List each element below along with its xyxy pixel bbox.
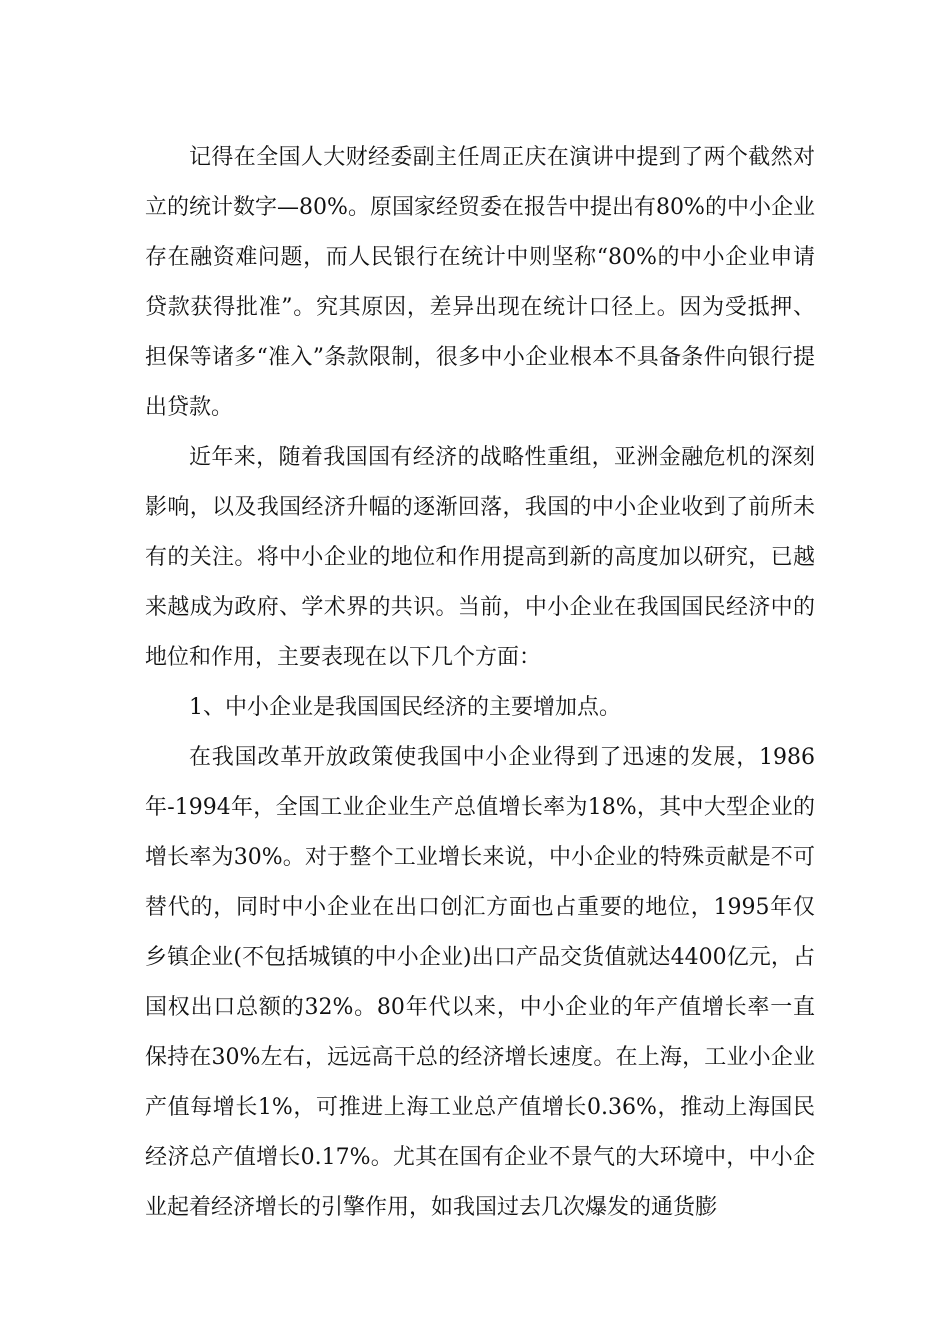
paragraph-sme-attention: 近年来，随着我国国有经济的战略性重组，亚洲金融危机的深刻影响，以及我国经济升幅的逐渐回落，我国的中小企业收到了前所未有的关注。将中小企业的地位和作用提高到新的高度加以研究，已越来越成为政府、学术界的共识。当前，中小企业在我国国民经济中的地位和作用，主要表现在以下几个方面： [145, 445, 815, 670]
document-body [145, 133, 815, 1233]
paragraph-sme-growth: 在我国改革开放政策使我国中小企业得到了迅速的发展，1986年-1994年，全国工业企业生产总值增长率为18%，其中大型企业的增长率为30%。对于整个工业增长来说，中小企业的特殊贡献是不可替代的，同时中小企业在出口创汇方面也占重要的地位，1995年仅乡镇企业(不包括城镇的中小企业)出口产品交货值就达4400亿元，占国权出口总额的32%。80年代以来，中小企业的年产值增长率一直保持在30%左右，远远高干总的经济增长速度。在上海，工业小企业产值每增长1%，可推进上海工业总产值增长0.36%，推动上海国民经济总产值增长0.17%。尤其在国有企业不景气的大环境中，中小企业起着经济增长的引擎作用，如我国过去几次爆发的通货膨 [145, 745, 815, 1220]
paragraph-statistics-80-percent: 记得在全国人大财经委副主任周正庆在演讲中提到了两个截然对立的统计数字—80%。原国家经贸委在报告中提出有80%的中小企业存在融资难问题，而人民银行在统计中则坚称“80%的中小企业申请贷款获得批准”。究其原因，差异出现在统计口径上。因为受抵押、担保等诸多“准入”条款限制，很多中小企业根本不具备条件向银行提出贷款。 [145, 145, 815, 420]
paragraph-point-1-heading: 1、中小企业是我国国民经济的主要增加点。 [189, 695, 621, 720]
